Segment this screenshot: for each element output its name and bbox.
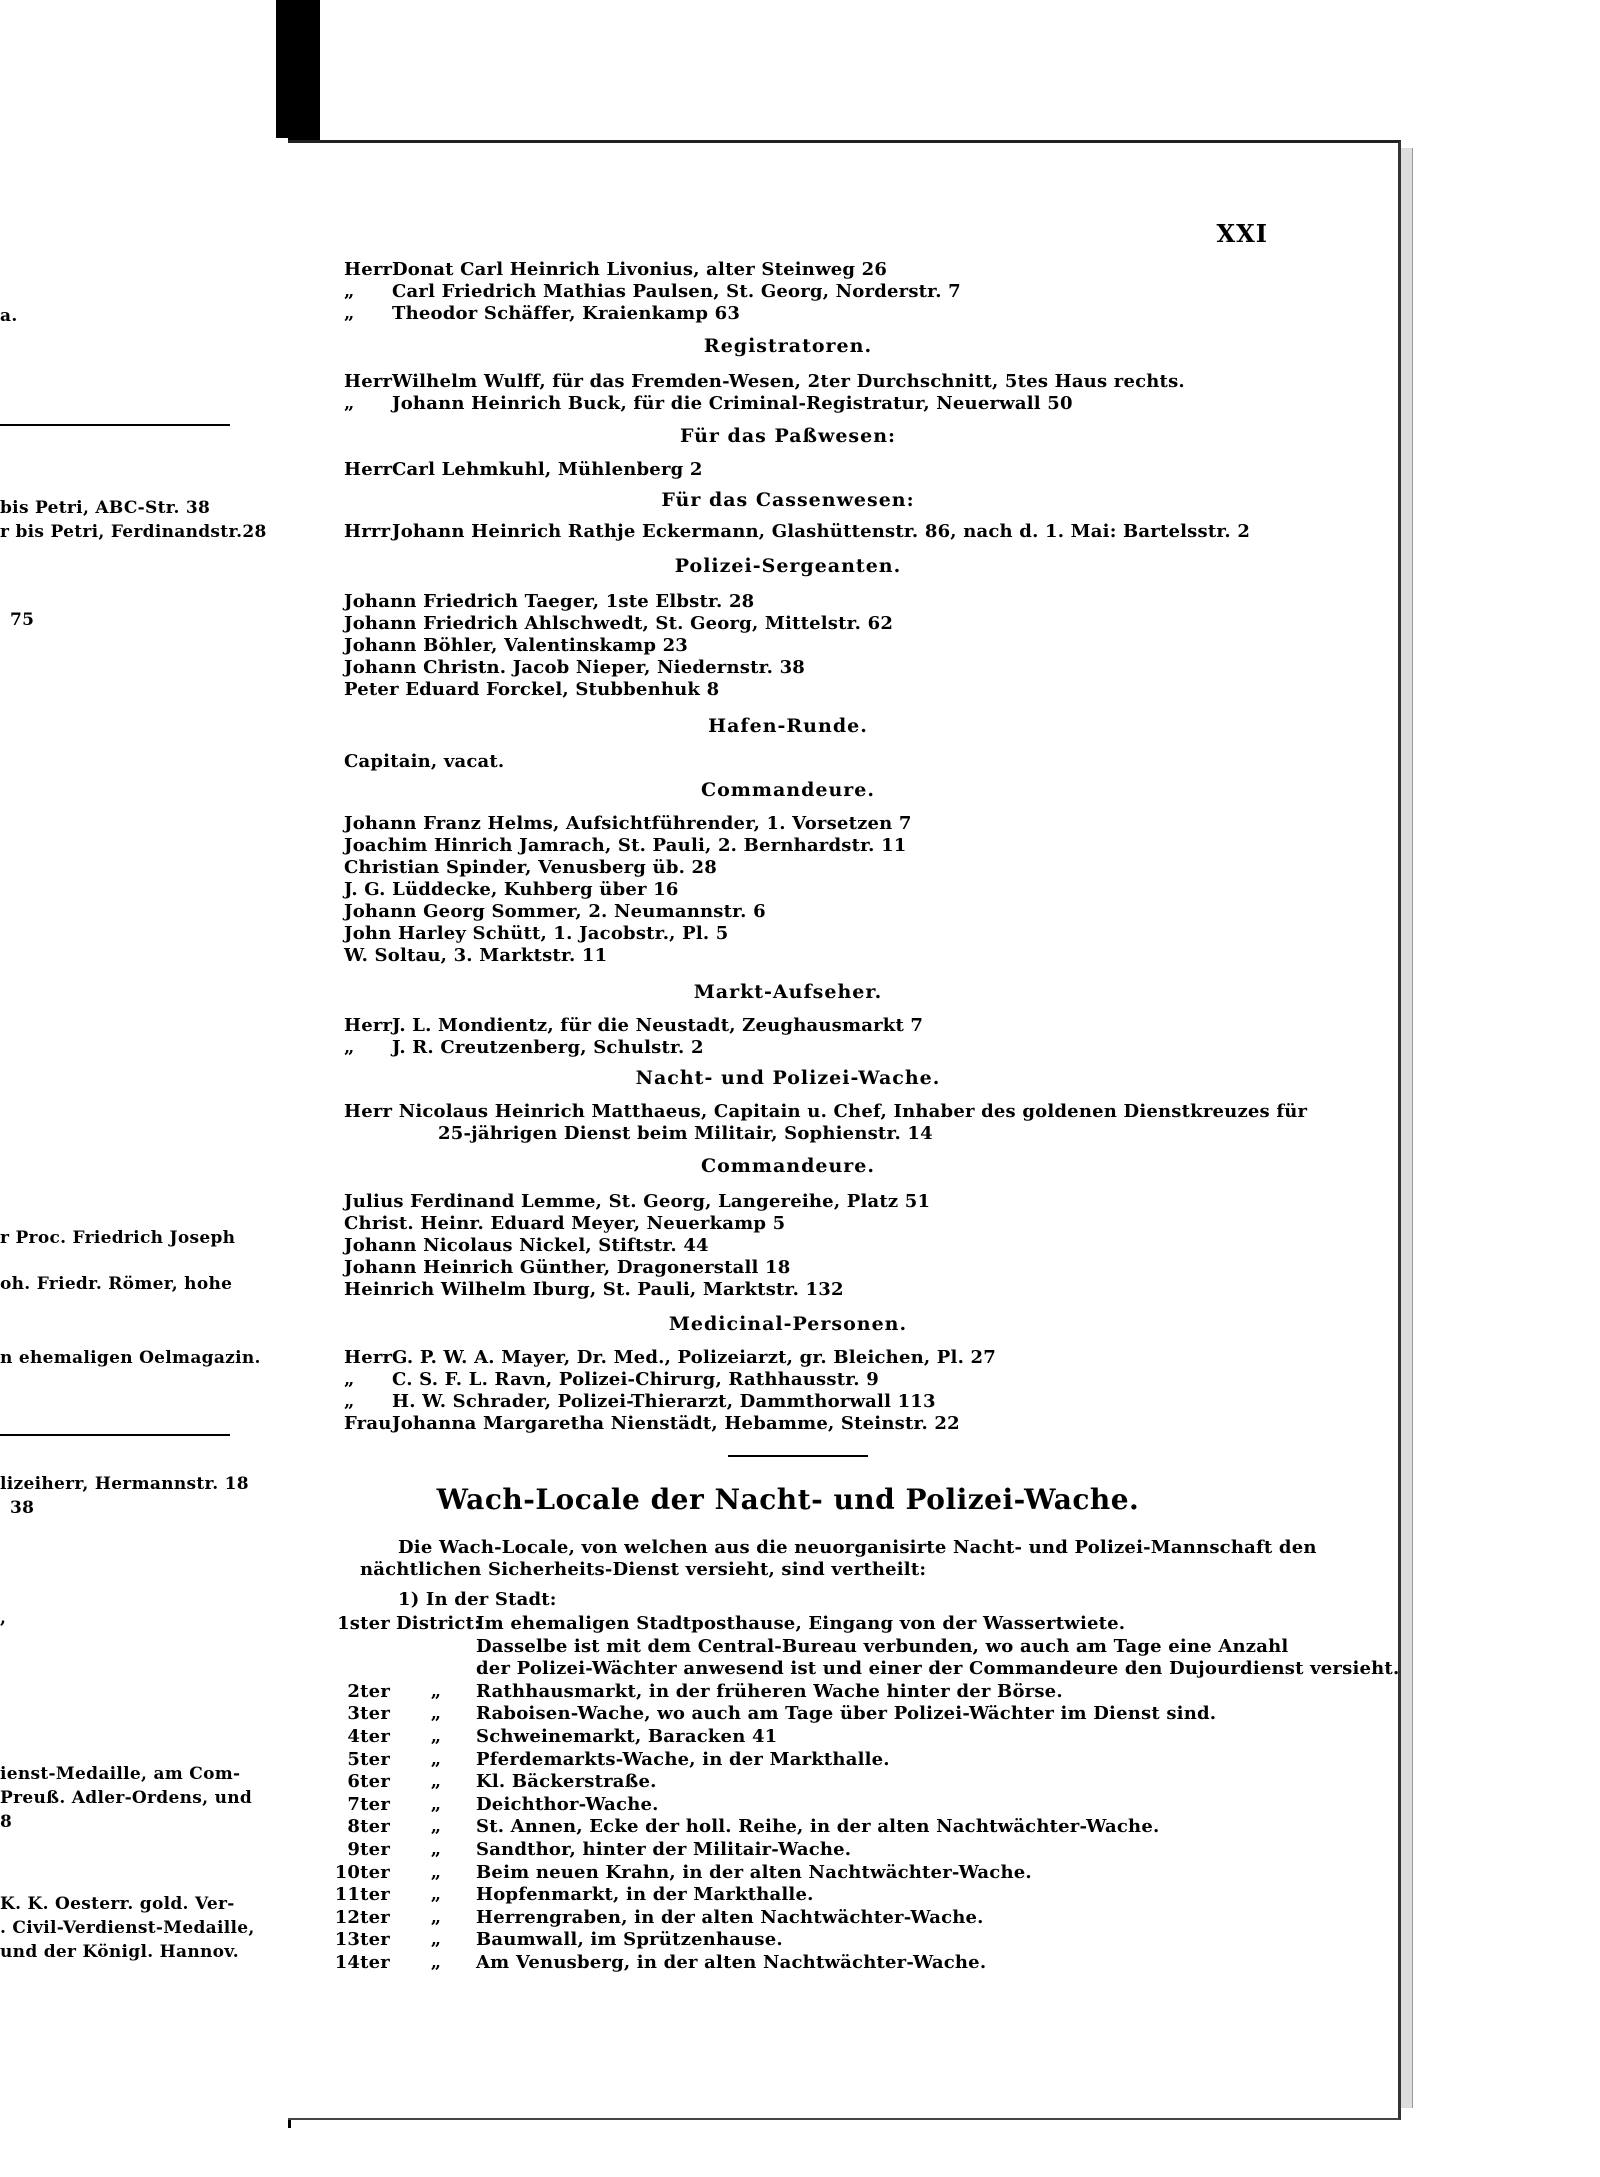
district-text: Pferdemarkts-Wache, in der Markthalle. xyxy=(476,1748,890,1770)
district-mark: „ xyxy=(430,1793,442,1815)
left-fragment: Preuß. Adler-Ordens, und xyxy=(0,1788,253,1808)
entry-line: Christ. Heinr. Eduard Meyer, Neuerkamp 5 xyxy=(344,1213,786,1234)
district-text: Herrengraben, in der alten Nachtwächter-Wache. xyxy=(476,1906,984,1928)
intro-line: Die Wach-Locale, von welchen aus die neuorganisirte Nacht- und Polizei-Mannschaft den xyxy=(398,1537,1317,1558)
district-text: Kl. Bäckerstraße. xyxy=(476,1771,657,1793)
book-spine-shadow xyxy=(276,0,320,140)
district-number: 12ter xyxy=(334,1906,390,1928)
district-row xyxy=(328,1929,783,1951)
entry-line: HerrG. P. W. A. Mayer, Dr. Med., Polizeiarzt, gr. Bleichen, Pl. 27 xyxy=(344,1347,996,1368)
district-mark: „ xyxy=(430,1884,442,1906)
district-number: 7ter xyxy=(347,1793,390,1815)
district-row xyxy=(328,1658,1399,1680)
district-row xyxy=(328,1862,1032,1884)
district-row xyxy=(328,1681,1063,1703)
district-row xyxy=(328,1839,851,1861)
entry-line: Heinrich Wilhelm Iburg, St. Pauli, Marktstr. 132 xyxy=(344,1279,844,1300)
district-text: Sandthor, hinter der Militair-Wache. xyxy=(476,1839,852,1860)
entry-line: J. G. Lüddecke, Kuhberg über 16 xyxy=(344,879,679,900)
entry-line: „ H. W. Schrader, Polizei-Thierarzt, Dammthorwall 113 xyxy=(344,1391,936,1412)
left-fragment: n ehemaligen Oelmagazin. xyxy=(0,1348,261,1368)
entry-line: W. Soltau, 3. Marktstr. 11 xyxy=(344,945,608,966)
left-fragment: oh. Friedr. Römer, hohe xyxy=(0,1274,233,1294)
district-mark: „ xyxy=(430,1748,442,1770)
district-row xyxy=(328,1816,1159,1838)
district-text: Im ehemaligen Stadtposthause, Eingang von der Wassertwiete. xyxy=(476,1613,1126,1634)
district-text: Deichthor-Wache. xyxy=(476,1793,659,1815)
district-mark: „ xyxy=(430,1952,442,1973)
district-text: Schweinemarkt, Baracken 41 xyxy=(476,1726,778,1747)
left-facing-page xyxy=(0,138,291,2128)
district-text: Am Venusberg, in der alten Nachtwächter-Wache. xyxy=(476,1952,987,1973)
district-number: 9ter xyxy=(347,1839,390,1860)
entry-line: Johann Friedrich Ahlschwedt, St. Georg, Mittelstr. 62 xyxy=(344,613,894,634)
entry-line: Johann Friedrich Taeger, 1ste Elbstr. 28 xyxy=(344,591,755,612)
left-fragment: ienst-Medaille, am Com- xyxy=(0,1764,241,1784)
district-mark: „ xyxy=(430,1861,442,1883)
section-separator xyxy=(728,1455,868,1457)
section-heading: Commandeure. xyxy=(700,1155,876,1177)
left-fragment: r Proc. Friedrich Joseph xyxy=(0,1228,236,1248)
left-rule xyxy=(0,424,230,426)
left-fragment: r bis Petri, Ferdinandstr.28 xyxy=(0,522,267,542)
subheading: 1) In der Stadt: xyxy=(398,1589,557,1610)
section-heading: Medicinal-Personen. xyxy=(668,1313,908,1335)
district-row xyxy=(328,1771,657,1793)
district-number: 11ter xyxy=(334,1884,390,1906)
section-heading: Registratoren. xyxy=(703,335,873,357)
left-fragment: , xyxy=(0,1608,7,1628)
district-mark: „ xyxy=(430,1680,442,1702)
district-number: 13ter xyxy=(334,1929,390,1951)
district-number: 1ster xyxy=(337,1613,390,1634)
left-fragment: a. xyxy=(0,306,18,326)
district-text: Hopfenmarkt, in der Markthalle. xyxy=(476,1884,814,1906)
entry-line: Christian Spinder, Venusberg üb. 28 xyxy=(344,857,717,878)
left-fragment: 8 xyxy=(0,1812,13,1832)
left-fragment: und der Königl. Hannov. xyxy=(0,1942,239,1962)
entry-line: Johann Christn. Jacob Nieper, Niedernstr. 38 xyxy=(344,657,806,678)
entry-line: „ C. S. F. L. Ravn, Polizei-Chirurg, Rathhausstr. 9 xyxy=(344,1369,879,1390)
district-row xyxy=(328,1749,890,1771)
district-row xyxy=(328,1952,986,1974)
entry-line: „ Carl Friedrich Mathias Paulsen, St. Georg, Norderstr. 7 xyxy=(344,281,961,302)
district-mark: „ xyxy=(430,1703,442,1725)
entry-line: Peter Eduard Forckel, Stubbenhuk 8 xyxy=(344,679,720,700)
section-heading: Polizei-Sergeanten. xyxy=(674,555,902,577)
entry-line: Johann Georg Sommer, 2. Neumannstr. 6 xyxy=(344,901,766,922)
section-heading: Für das Paßwesen: xyxy=(679,425,897,447)
left-fragment: 38 xyxy=(10,1498,35,1518)
entry-line: HerrCarl Lehmkuhl, Mühlenberg 2 xyxy=(344,459,703,480)
left-fragment: . Civil-Verdienst-Medaille, xyxy=(0,1918,255,1938)
district-text: der Polizei-Wächter anwesend ist und einer der Commandeure den Dujourdienst versieht. xyxy=(476,1658,1400,1680)
scan-margin xyxy=(0,2130,1600,2177)
district-number: 4ter xyxy=(347,1726,390,1747)
entry-line: „ J. R. Creutzenberg, Schulstr. 2 xyxy=(344,1037,704,1058)
intro-line: nächtlichen Sicherheits-Dienst versieht, sind vertheilt: xyxy=(360,1559,927,1580)
entry-line: Johann Franz Helms, Aufsichtführender, 1. Vorsetzen 7 xyxy=(344,813,912,834)
section-heading: Commandeure. xyxy=(700,779,876,801)
entry-line: „ Johann Heinrich Buck, für die Criminal-Registratur, Neuerwall 50 xyxy=(344,393,1073,414)
entry-line: Johann Böhler, Valentinskamp 23 xyxy=(344,635,689,656)
district-mark: „ xyxy=(430,1816,442,1838)
entry-line: Herr Nicolaus Heinrich Matthaeus, Capitain u. Chef, Inhaber des goldenen Dienstkreuzes für xyxy=(344,1101,1308,1122)
district-row xyxy=(328,1703,1216,1725)
district-mark: „ xyxy=(430,1726,442,1747)
entry-line: „ Theodor Schäffer, Kraienkamp 63 xyxy=(344,303,741,324)
right-page xyxy=(288,140,1401,2120)
district-number: 3ter xyxy=(347,1703,390,1725)
entry-line: John Harley Schütt, 1. Jacobstr., Pl. 5 xyxy=(344,923,729,944)
entry-line: Johann Nicolaus Nickel, Stiftstr. 44 xyxy=(344,1235,709,1256)
section-heading: Für das Cassenwesen: xyxy=(661,489,915,511)
entry-line: HerrWilhelm Wulff, für das Fremden-Wesen, 2ter Durchschnitt, 5tes Haus rechts. xyxy=(344,371,1185,392)
left-fragment: lizeiherr, Hermannstr. 18 xyxy=(0,1474,249,1494)
district-mark: „ xyxy=(430,1906,442,1928)
page-number: XXI xyxy=(1216,219,1268,248)
section-heading: Nacht- und Polizei-Wache. xyxy=(635,1067,941,1089)
entry-line: HerrJ. L. Mondientz, für die Neustadt, Zeughausmarkt 7 xyxy=(344,1015,924,1036)
district-mark: „ xyxy=(430,1839,442,1860)
entry-line: Capitain, vacat. xyxy=(344,751,505,772)
entry-line: Julius Ferdinand Lemme, St. Georg, Langereihe, Platz 51 xyxy=(344,1191,931,1212)
district-row xyxy=(328,1884,814,1906)
entry-line: 25-jährigen Dienst beim Militair, Sophienstr. 14 xyxy=(438,1123,933,1144)
left-fragment: 75 xyxy=(10,610,35,630)
left-fragment: K. K. Oesterr. gold. Ver- xyxy=(0,1894,235,1914)
district-row xyxy=(328,1613,1125,1635)
district-text: Dasselbe ist mit dem Central-Bureau verbunden, wo auch am Tage eine Anzahl xyxy=(476,1635,1289,1657)
district-row xyxy=(328,1726,777,1748)
left-rule xyxy=(0,1434,230,1436)
left-fragment: bis Petri, ABC-Str. 38 xyxy=(0,498,211,518)
district-number: 2ter xyxy=(347,1680,390,1702)
district-text: St. Annen, Ecke der holl. Reihe, in der alten Nachtwächter-Wache. xyxy=(476,1816,1160,1838)
section-heading: Markt-Aufseher. xyxy=(693,981,883,1003)
district-row xyxy=(328,1636,1288,1658)
district-number: 14ter xyxy=(334,1952,390,1973)
district-number: 6ter xyxy=(347,1771,390,1793)
entry-line: HrrrJohann Heinrich Rathje Eckermann, Glashüttenstr. 86, nach d. 1. Mai: Bartelsstr. 2 xyxy=(344,521,1251,542)
district-mark: District: xyxy=(396,1613,481,1634)
district-mark: „ xyxy=(430,1929,442,1951)
district-number: 5ter xyxy=(347,1748,390,1770)
district-row xyxy=(328,1794,659,1816)
district-text: Raboisen-Wache, wo auch am Tage über Polizei-Wächter im Dienst sind. xyxy=(476,1703,1217,1725)
entry-line: FrauJohanna Margaretha Nienstädt, Hebamme, Steinstr. 22 xyxy=(344,1413,960,1434)
district-number: 10ter xyxy=(334,1861,390,1883)
district-text: Baumwall, im Sprützenhause. xyxy=(476,1929,783,1951)
district-text: Rathhausmarkt, in der früheren Wache hinter der Börse. xyxy=(476,1680,1063,1702)
entry-line: Joachim Hinrich Jamrach, St. Pauli, 2. Bernhardstr. 11 xyxy=(344,835,907,856)
entry-line: Johann Heinrich Günther, Dragonerstall 18 xyxy=(344,1257,791,1278)
entry-line: HerrDonat Carl Heinrich Livonius, alter Steinweg 26 xyxy=(344,259,888,280)
district-number: 8ter xyxy=(347,1816,390,1838)
district-text: Beim neuen Krahn, in der alten Nachtwächter-Wache. xyxy=(476,1861,1032,1883)
section-heading: Hafen-Runde. xyxy=(708,715,868,737)
district-mark: „ xyxy=(430,1771,442,1793)
section-title: Wach-Locale der Nacht- und Polizei-Wache. xyxy=(436,1483,1140,1516)
district-row xyxy=(328,1907,984,1929)
